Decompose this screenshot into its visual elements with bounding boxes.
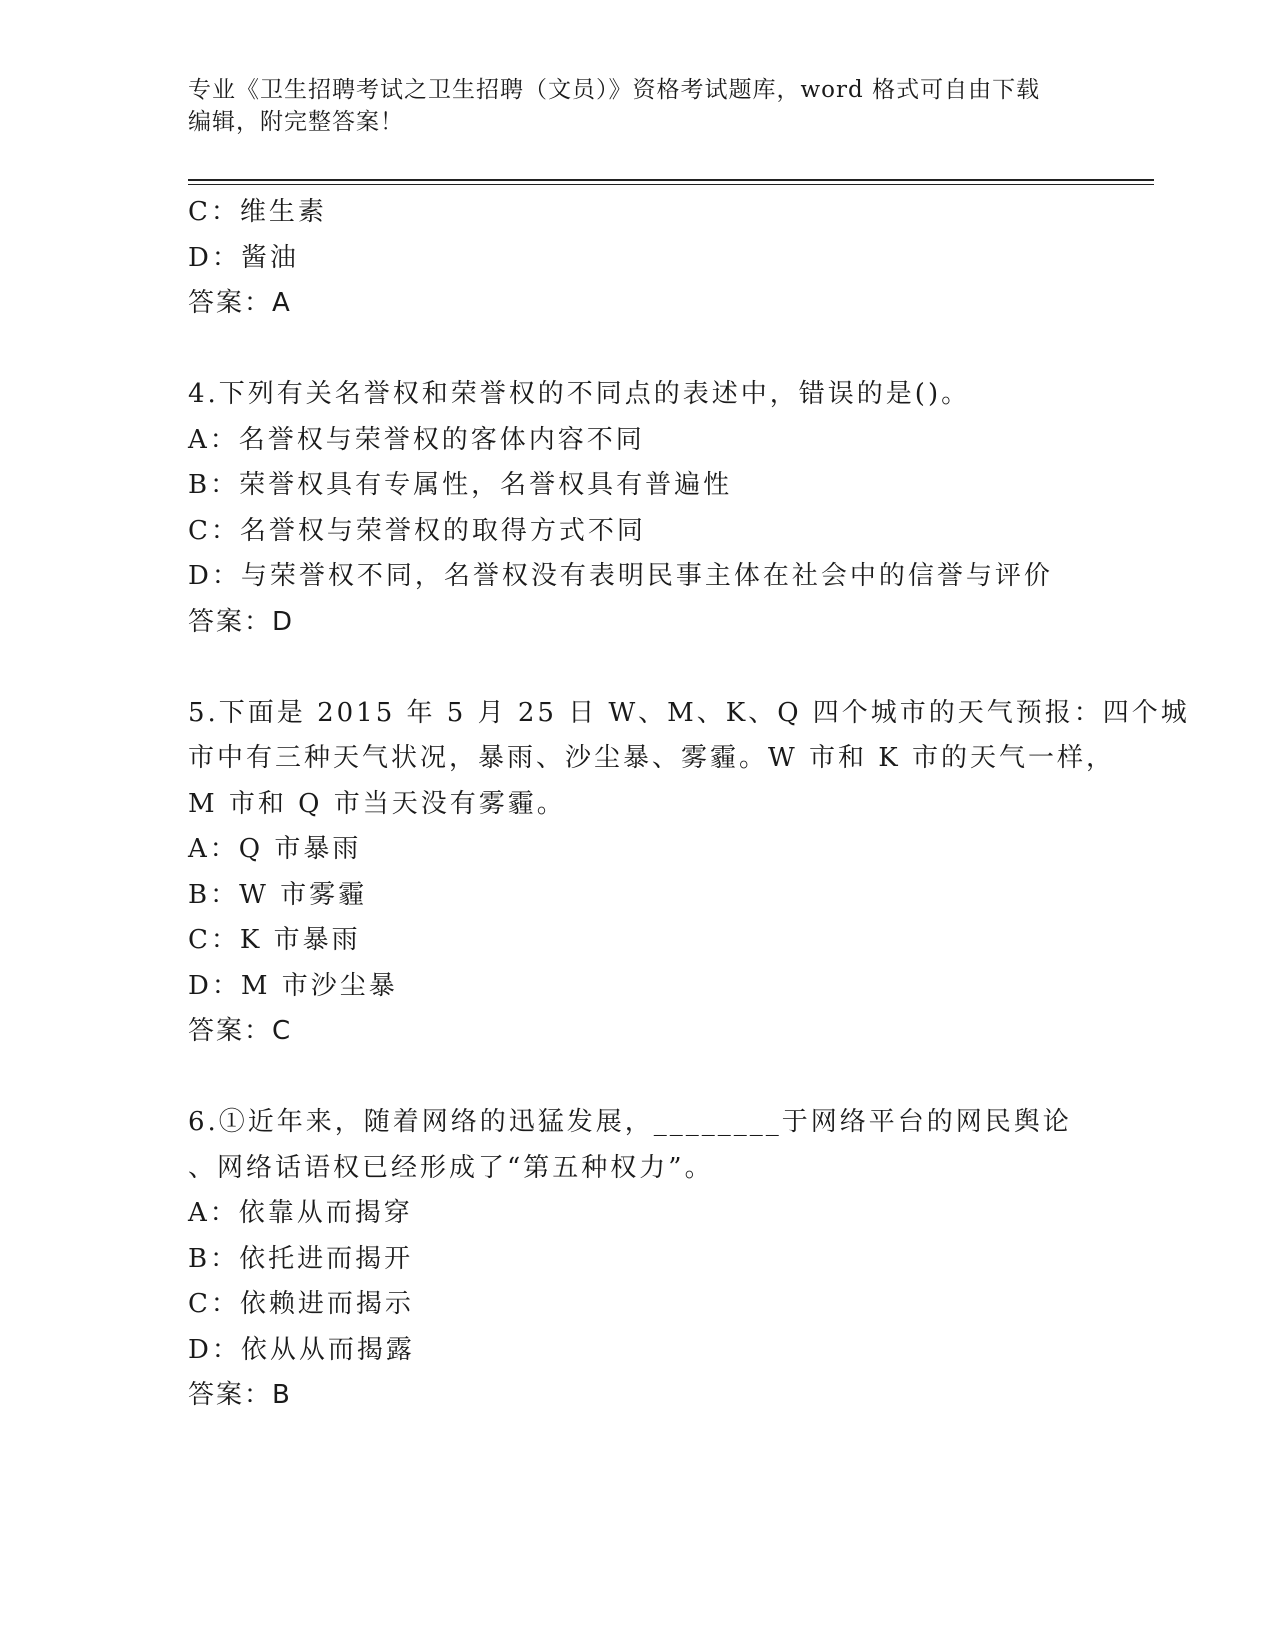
option-a: A：Q 市暴雨 — [188, 834, 362, 864]
option-d: D：依从从而揭露 — [188, 1334, 415, 1365]
question-3-continuation — [188, 190, 1088, 327]
option-c: C：维生素 — [188, 197, 327, 227]
option-d: D：与荣誉权不同，名誉权没有表明民事主体在社会中的信誉与评价 — [188, 561, 1053, 591]
option-d: D：酱油 — [188, 242, 299, 273]
header-line-2: 编辑，附完整答案！ — [188, 109, 404, 135]
header-line-1: 专业《卫生招聘考试之卫生招聘（文员）》资格考试题库，word 格式可自由下载 — [188, 77, 1041, 103]
question-5 — [188, 691, 1190, 1055]
question-stem: 、网络话语权已经形成了“第五种权力”。 — [188, 1152, 714, 1183]
option-b: B：W 市雾霾 — [188, 879, 368, 910]
question-stem: 市中有三种天气状况，暴雨、沙尘暴、雾霾。W 市和 K 市的天气一样， — [188, 743, 1115, 773]
question-stem: M 市和 Q 市当天没有雾霾。 — [188, 788, 566, 819]
question-spacer — [188, 1055, 1088, 1101]
answer-line: 答案：D — [188, 606, 295, 637]
question-6 — [188, 1100, 1088, 1419]
option-b: B：荣誉权具有专属性，名誉权具有普遍性 — [188, 470, 733, 500]
option-c: C：名誉权与荣誉权的取得方式不同 — [188, 515, 646, 546]
answer-line: 答案：A — [188, 288, 292, 318]
page-header — [188, 74, 1068, 138]
question-stem: 6.①近年来，随着网络的迅猛发展，________于网络平台的网民舆论 — [188, 1107, 1072, 1137]
option-c: C：K 市暴雨 — [188, 925, 361, 955]
header-rule-thick — [188, 179, 1154, 181]
answer-line: 答案：C — [188, 1016, 293, 1046]
question-stem: 5.下面是 2015 年 5 月 25 日 W、M、K、Q 四个城市的天气预报：四个城 — [188, 697, 1190, 728]
option-b: B：依托进而揭开 — [188, 1243, 414, 1274]
question-4 — [188, 372, 1088, 645]
question-spacer — [188, 645, 1088, 691]
question-spacer — [188, 327, 1088, 373]
option-d: D：M 市沙尘暴 — [188, 970, 398, 1001]
header-rule-thin — [188, 184, 1154, 185]
option-a: A：依靠从而揭穿 — [188, 1198, 413, 1228]
option-c: C：依赖进而揭示 — [188, 1289, 414, 1319]
question-list — [188, 190, 1190, 1419]
option-a: A：名誉权与荣誉权的客体内容不同 — [188, 424, 645, 455]
question-stem: 4.下列有关名誉权和荣誉权的不同点的表述中，错误的是()。 — [188, 379, 971, 409]
answer-line: 答案：B — [188, 1380, 292, 1410]
